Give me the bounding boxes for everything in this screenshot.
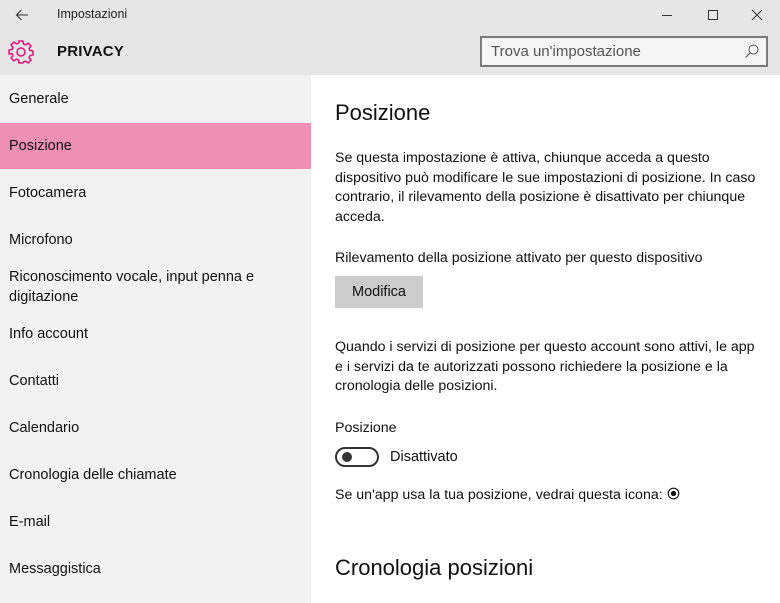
icon-note-label: Se un'app usa la tua posizione, vedrai questa icona: bbox=[335, 487, 663, 503]
settings-header bbox=[0, 30, 780, 75]
device-status-text: Rilevamento della posizione attivato per questo dispositivo bbox=[335, 250, 703, 266]
search-box[interactable] bbox=[480, 36, 768, 67]
icon-note-text bbox=[335, 486, 765, 506]
maximize-icon bbox=[707, 9, 719, 21]
search-input[interactable] bbox=[482, 38, 732, 65]
sidebar-item-label: Info account bbox=[9, 325, 88, 342]
location-indicator-icon bbox=[667, 487, 680, 500]
minimize-icon bbox=[661, 9, 673, 21]
search-icon[interactable] bbox=[744, 43, 760, 59]
sidebar-item-info-account[interactable] bbox=[0, 310, 311, 357]
sidebar-item-label: Calendario bbox=[9, 419, 80, 436]
sidebar-item-calendario[interactable] bbox=[0, 404, 311, 451]
close-icon bbox=[751, 9, 763, 21]
location-toggle[interactable] bbox=[335, 447, 379, 467]
sidebar-item-label: Microfono bbox=[9, 231, 73, 248]
sidebar-item-label: Riconoscimento vocale, input penna e digitazione bbox=[9, 268, 255, 305]
sidebar-item-label: Generale bbox=[9, 91, 69, 107]
back-arrow-icon bbox=[15, 9, 29, 21]
app-title: Impostazioni bbox=[57, 7, 128, 21]
modifica-button[interactable]: Modifica bbox=[335, 276, 423, 308]
toggle-knob bbox=[342, 452, 352, 462]
sidebar-item-label: E-mail bbox=[9, 513, 51, 530]
section-title: PRIVACY bbox=[57, 43, 124, 60]
sidebar-item-email[interactable] bbox=[0, 498, 311, 545]
sidebar-item-generale[interactable] bbox=[0, 75, 311, 123]
maximize-button[interactable] bbox=[690, 0, 736, 30]
sidebar-item-label: Posizione bbox=[9, 138, 72, 154]
history-section-title: Cronologia posizioni bbox=[335, 555, 534, 580]
main-content bbox=[311, 75, 780, 603]
sidebar-item-posizione[interactable] bbox=[0, 123, 311, 169]
sidebar-item-fotocamera[interactable] bbox=[0, 169, 311, 216]
sidebar-item-riconoscimento-vocale[interactable] bbox=[0, 263, 290, 310]
sidebar-item-cronologia-chiamate[interactable] bbox=[0, 451, 311, 498]
toggle-heading: Posizione bbox=[335, 420, 397, 436]
sidebar-item-contatti[interactable] bbox=[0, 357, 311, 404]
toggle-state-label: Disattivato bbox=[390, 449, 458, 465]
account-description-text: Quando i servizi di posizione per questo account sono attivi, le app e i servizi da te autorizzati possono richiedere la posizione e la cronologia delle posizioni. bbox=[335, 339, 755, 394]
minimize-button[interactable] bbox=[644, 0, 690, 30]
gear-icon bbox=[8, 39, 34, 65]
page-title: Posizione bbox=[335, 100, 431, 125]
back-button[interactable] bbox=[8, 2, 36, 28]
sidebar-item-label: Contatti bbox=[9, 372, 59, 389]
close-button[interactable] bbox=[734, 0, 780, 30]
sidebar bbox=[0, 75, 311, 603]
sidebar-item-microfono[interactable] bbox=[0, 216, 311, 263]
sidebar-item-label: Fotocamera bbox=[9, 184, 87, 201]
description-text: Se questa impostazione è attiva, chiunque acceda a questo dispositivo può modificare le sue impostazioni di posizione. In caso contrario, il rilevamento della posizione è disattivato per chiunque acceda. bbox=[335, 150, 756, 225]
sidebar-item-label: Messaggistica bbox=[9, 560, 101, 577]
title-bar bbox=[0, 0, 780, 30]
sidebar-item-messaggistica[interactable] bbox=[0, 545, 311, 592]
sidebar-item-label: Cronologia delle chiamate bbox=[9, 466, 177, 483]
